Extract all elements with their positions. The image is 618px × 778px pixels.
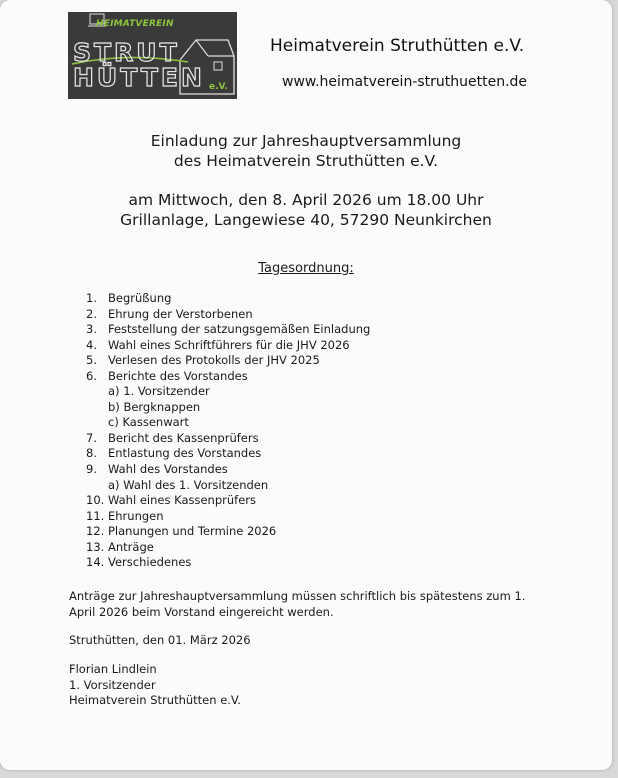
agenda-item bbox=[86, 462, 370, 478]
agenda-list bbox=[86, 291, 370, 571]
agenda-item-number: 9. bbox=[86, 462, 97, 477]
agenda-item bbox=[86, 540, 370, 556]
logo-banner-text: HEIMATVEREIN bbox=[96, 19, 174, 29]
agenda-item bbox=[86, 338, 370, 354]
agenda-item bbox=[86, 353, 370, 369]
logo-wordmark-line2: HÜTTEN bbox=[73, 63, 205, 92]
agenda-heading: Tagesordnung: bbox=[258, 261, 354, 276]
agenda-item-text: Berichte des Vorstandes bbox=[108, 368, 248, 383]
agenda-item bbox=[86, 509, 370, 525]
agenda-item-text: a) 1. Vorsitzender bbox=[108, 384, 210, 399]
agenda-item-text: Verschiedenes bbox=[108, 555, 192, 570]
agenda-item-text: Planungen und Termine 2026 bbox=[108, 524, 277, 539]
signature-block bbox=[69, 662, 241, 709]
agenda-item-text: Feststellung der satzungsgemäßen Einladung bbox=[108, 322, 371, 337]
agenda-item bbox=[86, 384, 370, 400]
agenda-item-number: 3. bbox=[86, 322, 97, 337]
agenda-item bbox=[86, 415, 370, 431]
agenda-item-text: Verlesen des Protokolls der JHV 2025 bbox=[108, 353, 320, 368]
motions-deadline-note: Anträge zur Jahreshauptversammlung müssen schriftlich bis spätestens zum 1. April 2026 beim Vorstand eingereicht werden. bbox=[69, 589, 526, 619]
agenda-item-text: Wahl eines Kassenprüfers bbox=[108, 493, 256, 508]
signer-role: 1. Vorsitzender bbox=[69, 677, 156, 692]
agenda-item bbox=[86, 307, 370, 323]
agenda-item-number: 1. bbox=[86, 291, 97, 305]
meeting-location: Grillanlage, Langewiese 40, 57290 Neunkirchen bbox=[120, 211, 492, 229]
invitation-title-line1: Einladung zur Jahreshauptversammlung bbox=[150, 132, 462, 150]
agenda-item-number: 10. bbox=[86, 493, 105, 508]
place-date-line: Struthütten, den 01. März 2026 bbox=[69, 633, 251, 647]
agenda-item bbox=[86, 369, 370, 385]
agenda-item bbox=[86, 493, 370, 509]
agenda-item bbox=[86, 322, 370, 338]
agenda-item-number: 6. bbox=[86, 368, 97, 383]
agenda-item-text: Wahl eines Schriftführers für die JHV 2026 bbox=[108, 337, 350, 352]
agenda-item bbox=[86, 478, 370, 494]
agenda-item-text: b) Bergknappen bbox=[108, 399, 201, 414]
agenda-item bbox=[86, 400, 370, 416]
meeting-date-time: am Mittwoch, den 8. April 2026 um 18.00 Uhr bbox=[128, 191, 484, 209]
agenda-item-text: Ehrungen bbox=[108, 508, 164, 523]
agenda-item-text: Wahl des Vorstandes bbox=[108, 462, 228, 477]
agenda-item bbox=[86, 555, 370, 571]
agenda-item-number: 14. bbox=[86, 555, 105, 570]
org-website: www.heimatverein-struthuetten.de bbox=[282, 74, 528, 90]
agenda-item-text: Begrüßung bbox=[108, 291, 172, 305]
agenda-item-number: 2. bbox=[86, 306, 97, 321]
agenda-item-number: 12. bbox=[86, 524, 105, 539]
agenda-item-text: Anträge bbox=[108, 539, 154, 554]
agenda-item bbox=[86, 291, 370, 307]
agenda-item bbox=[86, 524, 370, 540]
signer-organization: Heimatverein Struthütten e.V. bbox=[69, 693, 241, 707]
agenda-item bbox=[86, 446, 370, 462]
invitation-title-line2: des Heimatverein Struthütten e.V. bbox=[173, 152, 439, 170]
agenda-item-text: Entlastung des Vorstandes bbox=[108, 446, 262, 461]
agenda-item-text: Ehrung der Verstorbenen bbox=[108, 306, 253, 321]
agenda-item-number: 11. bbox=[86, 508, 105, 523]
org-name: Heimatverein Struthütten e.V. bbox=[270, 36, 525, 56]
logo-suffix: e.V. bbox=[209, 82, 228, 92]
agenda-item bbox=[86, 431, 370, 447]
logo-wordmark-line1: STRUT bbox=[73, 38, 180, 67]
agenda-item-text: Bericht des Kassenprüfers bbox=[108, 430, 259, 445]
agenda-item-number: 4. bbox=[86, 337, 97, 352]
agenda-item-text: a) Wahl des 1. Vorsitzenden bbox=[108, 477, 269, 492]
signer-name: Florian Lindlein bbox=[69, 662, 157, 676]
agenda-item-number: 5. bbox=[86, 353, 97, 368]
club-logo bbox=[68, 12, 237, 99]
agenda-item-text: c) Kassenwart bbox=[108, 415, 189, 430]
agenda-item-number: 7. bbox=[86, 430, 97, 445]
agenda-item-number: 13. bbox=[86, 539, 105, 554]
agenda-item-number: 8. bbox=[86, 446, 97, 461]
